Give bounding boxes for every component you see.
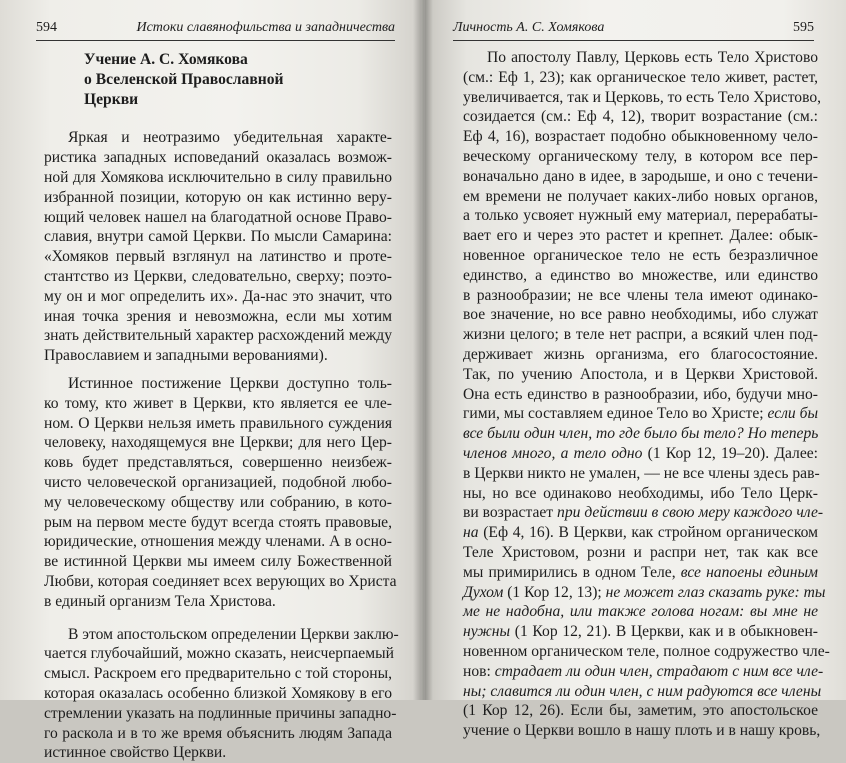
running-head-left xyxy=(36,18,395,41)
text-line: стремлении указать на подлинные причины западно- xyxy=(44,704,397,722)
text-line: ющий человек нашел на благодатной основе Право- xyxy=(44,208,392,226)
text-line: знать действительный характер расхождений между xyxy=(44,327,392,345)
heading-line: о Вселенской Православной xyxy=(84,70,284,88)
text-line: ем времени не получает каких-либо новых органов, xyxy=(463,187,818,205)
text-line: увеличивается, так и Церковь, то есть Тело Христово, xyxy=(463,88,822,106)
text-line: веческому органическому телу, в котором все пер- xyxy=(463,147,818,165)
heading-line: Церкви xyxy=(84,90,139,108)
text-line: Теле Христовом, розни и распри нет, так как все xyxy=(463,543,818,561)
page-number: 594 xyxy=(36,20,57,35)
text-line: вает его и через это растет и крепнет. Далее: обык- xyxy=(463,227,818,245)
text-line: держивает жизнь организма, его благосостояние. xyxy=(463,345,818,363)
text-line: му он и мог определить их». Да-нас это значит, что xyxy=(44,287,392,305)
text-line: в разнообразии; не все члены тела имеют одинако- xyxy=(463,286,818,304)
text-line: человеку, находящемуся вне Церкви; для него Цер- xyxy=(44,434,392,452)
text-line: нов: страдает ли один член, страдают с ним все чле- xyxy=(463,662,824,680)
text-line: Духом (1 Кор 12, 13); не может глаз сказать руке: ты xyxy=(463,583,826,601)
left-page xyxy=(0,0,421,762)
running-title: Истоки славянофильства и западничества xyxy=(136,20,395,35)
right-page-text xyxy=(463,48,830,741)
text-line: чисто человеческой организацией, подобной любо- xyxy=(44,473,392,491)
text-line: созидается (см.: Еф 4, 12), творит возрастание (см.: xyxy=(463,108,818,126)
text-line: гими, мы составляем единое Тело во Христе; если бы xyxy=(463,405,819,423)
heading-line: Учение А. С. Хомякова xyxy=(84,51,248,68)
text-line: единство, а единство во множестве, или единство xyxy=(463,266,818,284)
text-line: ко тому, кто живет в Церкви, кто является ее чле- xyxy=(44,394,392,412)
text-line: воначально дано в идее, в зародыше, и оно с течени- xyxy=(463,167,818,185)
text-line: ном. О Церкви нельзя иметь правильного суждения xyxy=(44,414,392,432)
text-line: нужны (1 Кор 12, 21). В Церкви, как и в обыкновен- xyxy=(463,623,818,641)
text-line: новенное органическое тело не есть безразличное xyxy=(463,246,818,264)
text-line: иная точка зрения и невозможна, если мы хотим xyxy=(44,307,392,325)
paragraph xyxy=(44,128,392,366)
text-line: ковь будет представляться, совершенно неизбеж- xyxy=(44,454,392,472)
text-line: ме не надобна, или также голова ногам: вы мне не xyxy=(463,603,818,621)
text-line: ви возрастает при действии в свою меру каждого чле- xyxy=(463,504,824,522)
running-head-right xyxy=(453,18,814,41)
text-line: ной для Хомякова исключительно в силу правильно xyxy=(44,168,392,186)
text-line: избранной позиции, которую он как истинно веру- xyxy=(44,188,392,206)
text-line: стантство из Церкви, следовательно, сверху; поэто- xyxy=(44,267,392,285)
text-line: в Церкви никто не умален, — не все члены здесь рав- xyxy=(463,464,820,482)
text-line: Истинное постижение Церкви доступно толь- xyxy=(68,374,392,392)
text-line: а только усвояет нужный ему материал, перерабаты- xyxy=(463,207,818,225)
text-line: Яркая и неотразимо убедительная характе- xyxy=(68,129,392,147)
text-line: вое значение, но все равно необходимы, ибо служат xyxy=(463,306,818,324)
left-page-text xyxy=(44,50,399,763)
text-line: Еф 4, 16), возрастает подобно обыкновенному чело- xyxy=(463,128,818,146)
text-line: Так, по учению Апостола, и в Церкви Христовой. xyxy=(463,365,818,383)
book-gutter xyxy=(413,0,433,700)
page-number: 595 xyxy=(793,20,814,35)
right-page xyxy=(425,0,846,740)
text-line: чается глубочайший, можно сказать, неисчерпаемый xyxy=(44,645,394,663)
running-title: Личность А. С. Хомякова xyxy=(453,20,605,35)
text-line: му человеческому обществу или собранию, в кото- xyxy=(44,493,392,511)
text-line: все были один член, то где было бы тело? Но теперь xyxy=(463,425,819,443)
text-line: В этом апостольском определении Церкви заклю- xyxy=(68,625,399,643)
text-line: жизни целого; в теле нет распри, а всякий член под- xyxy=(463,326,818,344)
section-heading xyxy=(44,50,392,109)
text-line: рым на первом месте будут всегда стоять правовые, xyxy=(44,513,392,531)
text-line: го раскола и в то же время объяснить людям Запада xyxy=(44,724,392,742)
text-line: смысл. Раскроем его предварительно с той стороны, xyxy=(44,665,392,683)
text-line: ны; славится ли один член, с ним радуются все члены xyxy=(463,682,822,700)
text-line: «Хомяков первый взглянул на латинство и проте- xyxy=(44,248,392,266)
text-line: славия, внутри самой Церкви. По мысли Самарина: xyxy=(44,228,392,246)
text-line: учение о Церкви вошло в нашу плоть и в нашу кровь, xyxy=(463,722,821,740)
text-line: в единый организм Тела Христова. xyxy=(44,592,276,610)
text-line: членов много, а тело одно (1 Кор 12, 19–20). Далее: xyxy=(463,444,818,462)
text-line: Православием и западными верованиями). xyxy=(44,347,328,365)
paragraph xyxy=(44,625,399,763)
text-line: По апостолу Павлу, Церковь есть Тело Христово xyxy=(487,49,818,66)
text-line: на (Еф 4, 16). В Церкви, как стройном органическом xyxy=(463,524,818,542)
text-line: ве истинной Церкви мы имеем силу Божественной xyxy=(44,553,392,571)
text-line: мы примирились в одном Теле, все напоены единым xyxy=(463,563,818,581)
text-line: новенном органическом теле, полное содружество чле- xyxy=(463,642,830,660)
text-line: которая оказалась особенно близкой Хомякову в его xyxy=(44,684,392,702)
paragraph xyxy=(44,374,397,612)
text-line: (1 Кор 12, 26). Если бы, заметим, это апостольское xyxy=(463,702,818,720)
text-line: Любви, которая соединяет всех верующих во Христа xyxy=(44,572,397,590)
text-line: юридические, отношения между членами. А в осно- xyxy=(44,533,392,551)
text-line: ристика западных исповеданий оказалась возмож- xyxy=(44,149,392,167)
text-line: истинное свойство Церкви. xyxy=(44,744,227,762)
text-line: Она есть единство в разнообразии, ибо, будучи мно- xyxy=(463,385,818,403)
text-line: ны, но все одинаково необходимы, ибо Тело Церк- xyxy=(463,484,818,502)
text-line: (см.: Еф 1, 23); как органическое тело живет, растет, xyxy=(463,68,818,86)
